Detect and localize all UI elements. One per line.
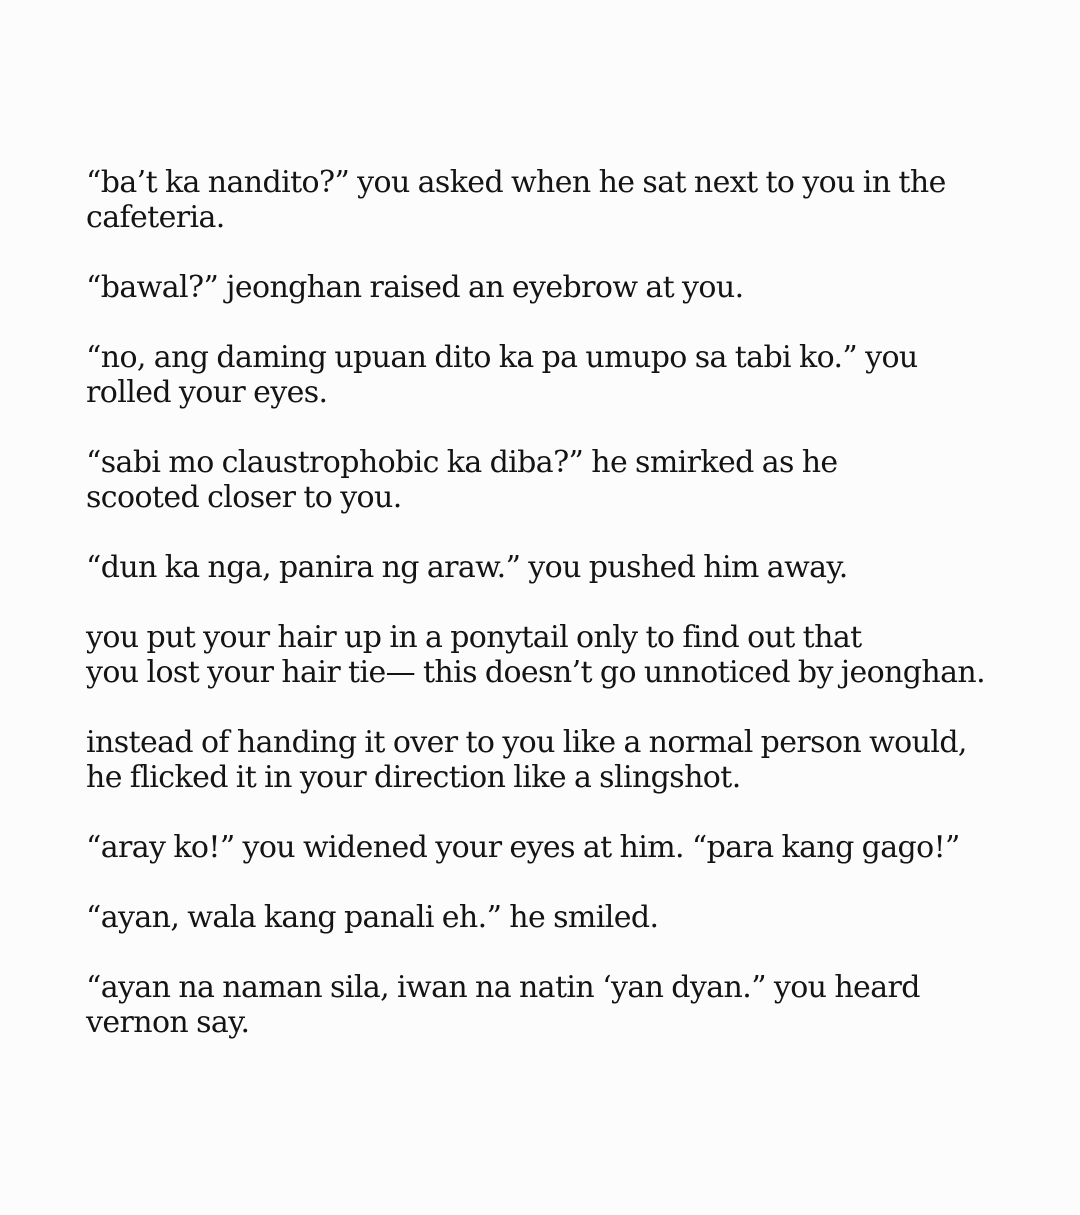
paragraph-5 xyxy=(86,550,1006,585)
story-text xyxy=(86,165,1006,1075)
text-line: he flicked it in your direction like a slingshot. xyxy=(86,760,741,795)
paragraph-2 xyxy=(86,270,1006,305)
paragraph-3 xyxy=(86,340,1006,410)
text-line: scooted closer to you. xyxy=(86,480,402,515)
text-line: cafeteria. xyxy=(86,200,225,235)
text-line: “dun ka nga, panira ng araw.” you pushed him away. xyxy=(86,550,848,585)
text-line: instead of handing it over to you like a normal person would, xyxy=(86,725,967,760)
paragraph-10 xyxy=(86,970,1006,1040)
text-line: “no, ang daming upuan dito ka pa umupo sa tabi ko.” you xyxy=(86,340,918,375)
text-line: you lost your hair tie— this doesn’t go unnoticed by jeonghan. xyxy=(86,655,986,690)
paragraph-1 xyxy=(86,165,1006,235)
text-line: you put your hair up in a ponytail only to find out that xyxy=(86,620,862,655)
text-line: “ayan na naman sila, iwan na natin ‘yan dyan.” you heard xyxy=(86,970,920,1005)
text-line: “sabi mo claustrophobic ka diba?” he smirked as he xyxy=(86,445,838,480)
paragraph-6 xyxy=(86,620,1006,690)
text-line: rolled your eyes. xyxy=(86,375,328,410)
text-line: “aray ko!” you widened your eyes at him. “para kang gago!” xyxy=(86,830,960,865)
paragraph-7 xyxy=(86,725,1006,795)
text-line: vernon say. xyxy=(86,1005,250,1040)
paragraph-4 xyxy=(86,445,1006,515)
paragraph-8 xyxy=(86,830,1006,865)
text-line: “bawal?” jeonghan raised an eyebrow at you. xyxy=(86,270,744,305)
text-line: “ayan, wala kang panali eh.” he smiled. xyxy=(86,900,659,935)
text-line: “ba’t ka nandito?” you asked when he sat next to you in the xyxy=(86,165,946,200)
paragraph-9 xyxy=(86,900,1006,935)
